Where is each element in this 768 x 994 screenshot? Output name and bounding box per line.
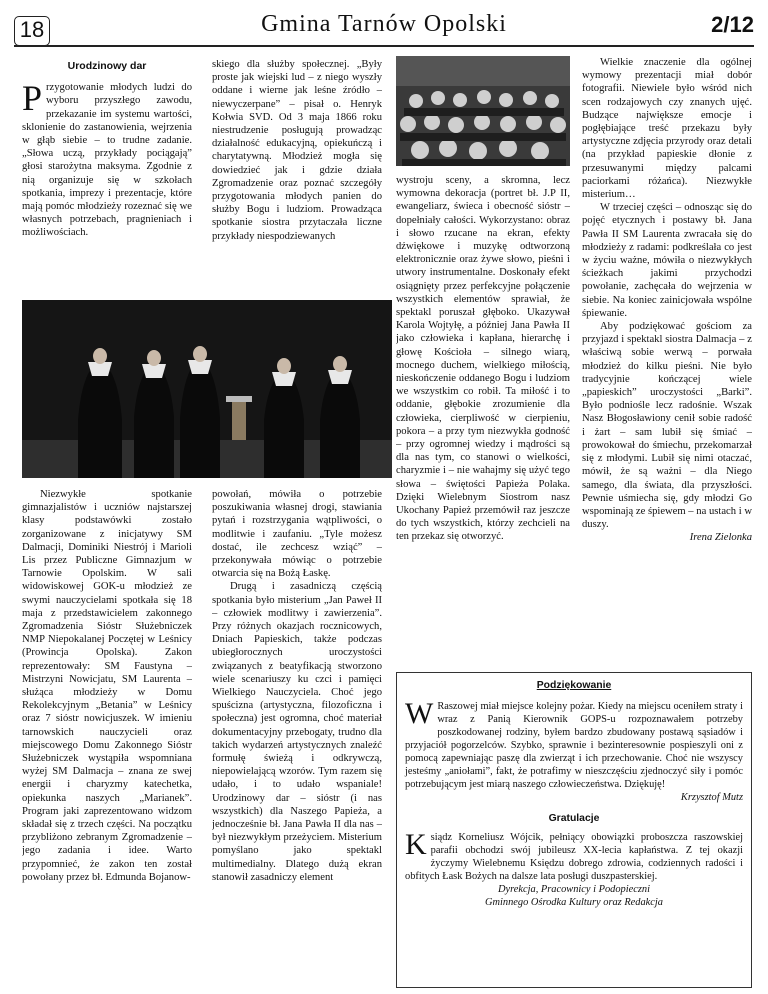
paragraph: W trzeciej części – odnosząc się do pojęć etycznych i postawy bł. Jana Pawła II SM Laurenta zwracała się do młodzieży z radami: podkreślała co jest w życiu ważne, mówiła o niezwykłych ścieżkach jakimi przychodzi powołanie, zachęcała do wejrzenia w siebie. Na koniec zainicjowała wspólne śpiewanie. xyxy=(582,202,752,319)
issue-number: 2/12 xyxy=(711,12,754,37)
paragraph: powołań, mówiła o potrzebie poszukiwania własnej drogi, stawiania pytań i rozstrzygania wątpliwości, o modlitwie i zaufaniu. „Tyle możesz dostać, ile zechcesz wziąć” – przekonywała mówiąc o potrzebie otwarcia się na Bożą Łaskę. xyxy=(212,489,382,580)
header-rule xyxy=(14,45,754,47)
paragraph: skiego dla służby społecznej. „Były proste jak wiejski lud – z niego wyszły oddane i wierne jak leśne źródło – niewyczerpane” – pisał o. Henryk Kołwia SVD. Od 3 maja 1866 roku niestrudzenie posługują prowadząc działalność edukacyjną, opiekuńczą i charytatywną. Młodzież mogła się dowiedzieć jak i gdzie działa Zgromadzenie oraz poznać szczegóły przygotowania młodych panien do służby Bogu i ludziom. Prowadząca spotkanie siostra przytaczała liczne przykłady niespodziewanych xyxy=(212,59,382,242)
thanks-paragraph: W Raszowej miał miejsce kolejny pożar. Kiedy na miejscu oceniłem straty i wraz z Panią Kierownik GOPS-u rozpoznawałem potrzeby poszkodowanej rodziny, byłem bardzo zbudowany postawą sąsiadów i przyjaciół pogorzelców. Szybko, sprawnie i bezinteresownie pospieszyli oni z pomocą zapewniając paszę dla zwierząt i ich przechowanie. Choć nie wszyscy jesteśmy „aniołami”, fakt, że potrafimy w nieszczęściu zjednoczyć siły i pomóc potrzebującym jest miarą naszego człowieczeństwa. Dziękuję! xyxy=(405,697,743,790)
paragraph: Aby podziękować gościom za przyjazd i spektakl siostra Dalmacja – z właściwą sobie werwą – porwała młodzież do kilku pieśni. Nie było tradycyjnie kończącej wiele „papieskich” uroczystości „Barki”. Było podniośle lecz radośnie. Wszak Nasz Błogosławiony cenił sobie radość i żart – sam lubił się śmiać – prowokował do śmiechu, przekomarzał się z młodymi. Lubił się nimi otaczać, mówił, że są ważni – dla Niego samego, dla świata, dla przyszłości. Pewnie uśmiecha się, gdy młodzi Go wspominają ze śpiewem – na ustach i w duszy. xyxy=(582,321,752,531)
paragraph: Drugą i zasadniczą częścią spotkania było misterium „Jan Paweł II – człowiek modlitwy i zawierzenia”. Przy różnych okazjach rocznicowych, Dniach Papieskich, także podczas ubiegłorocznych uroczystości związanych z beatyfikacją stworzono wiele scenariuszy ku czci i pamięci Wielkiego Nauczyciela. Choć jego spuścizna (artystyczna, filozoficzna i społeczna) jest ogromna, choć materiał dokumentacyjny przebogaty, trudno dla takich wydarzeń artystycznych znaleźć formułę świeżą i odkrywczą, niepowielającą wzorów. Tym razem się udało, i to udało wspaniale! Urodzinowy dar – sióstr (i nas wszystkich) dla Naszego Papieża, a jednocześnie bł. Jana Pawła II dla nas – był niezwykłym przeżyciem. Misterium pomyślano jako spektakl multimedialny. Dlatego dużą ekran stanowił zasadniczy element xyxy=(212,581,382,883)
dropcap-letter: W xyxy=(405,697,434,730)
article-column-1-bottom xyxy=(22,488,192,988)
article-column-2-bottom xyxy=(212,488,382,988)
paragraph: Wielkie znaczenie dla ogólnej wymowy prezentacji miał dobór fotografii. Niewiele było wśród nich scen rodzajowych czy znanych ujęć. Budzące największe emocje i pogłębiające treść przekazu były artystyczne zdjęcia przyrody oraz detali (na przykład papieskie dłonie z przesuwanymi między palcami paciorkami różańca). Niezwykłe misterium… xyxy=(582,57,752,201)
article-intro-column xyxy=(22,58,192,298)
author-signature: Irena Zielonka xyxy=(689,532,752,544)
thanks-heading: Podziękowanie xyxy=(536,680,612,691)
article-column-4 xyxy=(582,56,752,668)
paragraph: Niezwykłe spotkanie gimnazjalistów i uczniów najstarszej klasy podstawówki zostało zorganizowane z inicjatywy SM Dalmacji, Dominiki Niestrój i Marioli Lis przez Publiczne Gimnazjum w Tarnowie Opolskim. W sali widowiskowej GOK-u młodzież ze swymi nauczycielami spotkała się 18 maja z przedstawicielem zakonnego Zgromadzenia Sióstr Służebniczek NMP Niepokalanej Poczętej w Leśnicy (Prowincja Opolska). Zakon reprezentowały: SM Faustyna – Mistrzyni Nowicjatu, SM Laurenta – służąca młodzieży w Domu Rekolekcyjnym „Betania” w Leśnicy oraz 7 sióstr nowicjuszek. W imieniu tarnowskich nauczycieli oraz miejscowego Domu Zakonnego Sióstr Służebniczek wystąpiła wspomniana wyżej SM Dalmacja – znana ze swej energii i charyzmy katechetka, opiekunka naszych „Marianek”. Program jaki zaprezentowano widzom składał się z trzech części. Na początku przybliżono zebranym Zgromadzenie – jego zadania i idee. Warto przypomnieć, że zakon ten został powołany przez bł. Edmunda Bojanow- xyxy=(22,489,192,883)
congratulations-paragraph: Ksiądz Korneliusz Wójcik, pełniący obowiązki proboszcza raszowskiej parafii obchodzi swój jubileusz XX-lecia kapłaństwa. Z tej okazji życzymy Wielebnemu Księdzu dobrego zdrowia, codziennych radości i obfitych Łask Bożych na dalsze lata posługi duszpasterskiej. xyxy=(405,828,743,882)
congratulations-signature-line2: Gminnego Ośrodka Kultury oraz Redakcja xyxy=(485,897,663,908)
article-heading: Urodzinowy dar xyxy=(67,60,147,72)
congratulations-signature-line1: Dyrekcja, Pracownicy i Podopieczni xyxy=(498,884,650,895)
publication-title: Gmina Tarnów Opolski xyxy=(261,11,507,37)
dropcap-letter: K xyxy=(405,828,427,861)
photo-audience xyxy=(396,56,570,166)
thanks-signature: Krzysztof Mutz xyxy=(680,792,743,803)
page-header xyxy=(14,11,754,48)
article-column-3 xyxy=(396,174,570,666)
paragraph: wystroju sceny, a skromna, lecz wymowna dekoracja (portret bł. J.P II, ewangeliarz, świeca i obecność sióstr – dopełniały całości. Wykorzystano: obraz i słowo rzucane na ekran, efekty dźwiękowe i muzykę odtworzoną elektronicznie oraz żywe słowo, pieśni i utwory instrumentalne. Doskonały efekt osiągnięty przez perfekcyjne połączenie wszystkich elementów sprawiał, że spektakl poruszał głęboko. Ukazywał Karola Wojtyłę, a później Jana Pawła II jako człowieka i kapłana, hierarchę i głowę Kościoła – silnego wiarą, mocnego duchem, wielkiego miłością, nieskończenie oddanego Bogu i ludziom we wszystkim co robił. Ta miłość i to oddanie, głębokie zrozumienie dla człowieka, cierpliwość w cierpieniu, pokora – a przy tym niezwykła godność – przy ogromnej wiedzy i mądrości są dla nas tym, co stanowi o wielkości, charyzmie i – nie wahajmy się użyć tego słowa – świętości Papieża Polaka. Dzięki Wielebnym Siostrom nasz Ukochany Papież przemówił raz jeszcze do tych wszystkich, którzy zechcieli na ten przekaz się otworzyć. xyxy=(396,175,570,543)
congratulations-heading: Gratulacje xyxy=(548,813,600,824)
intro-paragraph: Przygotowanie młodych ludzi do wyboru przyszłego zawodu, przekazanie im systemu wartości, sklonienie do zastanowienia, wejrzenia w głąb siebie – to trudne zadanie. „Słowa uczą, przykłady pociągają” głosi starożytna maksyma. Zgodnie z nią organizuje się w szkołach spotkania, imprezy i prezentacje, które mają pomóc młodzieży rozeznać się we własnych potrzebach, pragnieniach i możliwościach. xyxy=(22,78,192,239)
article-column-2-top xyxy=(212,58,382,293)
page-number: 18 xyxy=(14,16,50,46)
dropcap-letter: P xyxy=(22,78,43,119)
photo-sisters-on-stage xyxy=(22,300,392,478)
notice-box xyxy=(396,672,752,988)
